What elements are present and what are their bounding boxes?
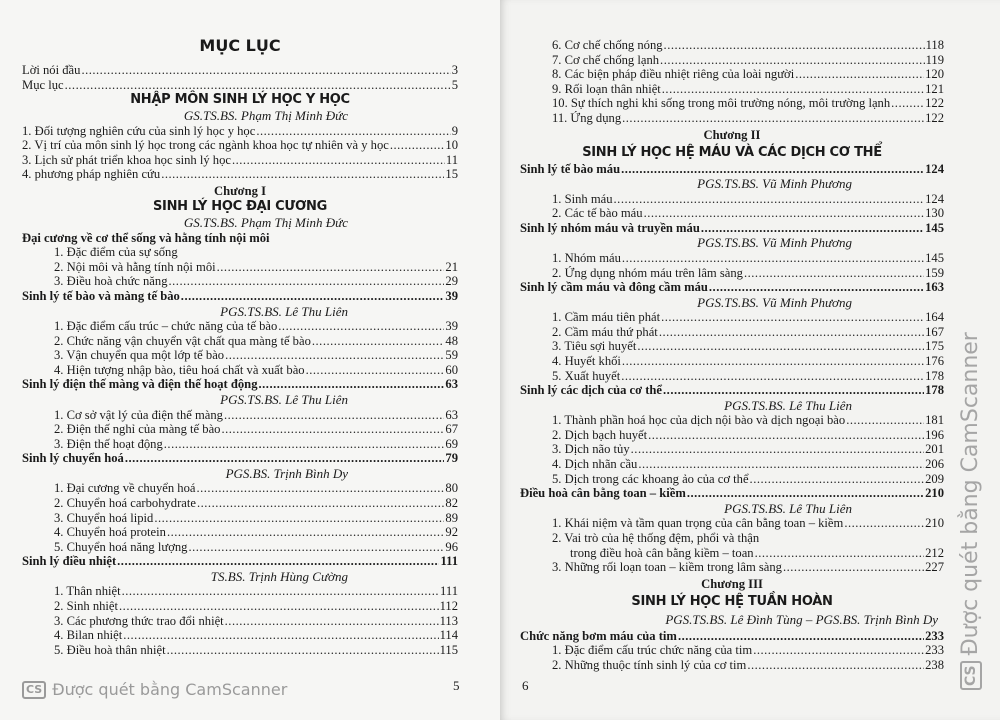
- leader-dots: [891, 96, 924, 111]
- toc-entry: [22, 138, 458, 153]
- leader-dots: [123, 628, 438, 643]
- entry-title: 1. Cơ sở vật lý của điện thế màng: [54, 407, 223, 422]
- leader-dots: [638, 457, 924, 472]
- section-author: TS.BS. Trịnh Hùng Cường: [210, 568, 348, 584]
- section-author: PGS.TS.BS. Lê Thu Liên: [724, 500, 852, 516]
- toc-list-left: [22, 33, 458, 657]
- leader-dots: [167, 525, 444, 540]
- toc-entry: [520, 111, 944, 126]
- leader-dots: [664, 38, 925, 53]
- leader-dots: [65, 78, 451, 93]
- leader-dots: [259, 377, 445, 392]
- leader-dots: [232, 153, 445, 168]
- leader-dots: [119, 599, 439, 614]
- entry-page-number: 67: [445, 422, 458, 437]
- entry-title: 1. Đặc điểm cấu trúc – chức năng của tế bào: [54, 319, 278, 334]
- entry-title: 2. Vai trò của hệ thống đệm, phổi và thận: [552, 530, 760, 545]
- entry-title: 2. Ứng dụng nhóm máu trên lâm sàng: [552, 265, 743, 280]
- entry-page-number: 39: [445, 288, 458, 303]
- entry-page-number: 121: [925, 81, 944, 96]
- leader-dots: [278, 319, 444, 334]
- toc-entry: [22, 167, 458, 182]
- toc-entry: [520, 442, 944, 457]
- toc-entry: [22, 78, 458, 93]
- entry-page-number: 114: [439, 628, 458, 643]
- leader-dots: [744, 266, 924, 281]
- leader-dots: [197, 496, 444, 511]
- camscanner-watermark-vertical: [958, 332, 983, 690]
- toc-entry: [22, 363, 458, 378]
- leader-dots: [390, 138, 445, 153]
- entry-page-number: 178: [925, 368, 944, 383]
- toc-entry: [520, 38, 944, 53]
- toc-section-entry: [22, 377, 458, 392]
- entry-title: 9. Rối loạn thân nhiệt: [552, 81, 661, 96]
- section-author: GS.TS.BS. Phạm Thị Minh Đức: [183, 215, 348, 231]
- entry-title: Mục lục: [22, 77, 64, 92]
- toc-entry: [22, 614, 458, 629]
- leader-dots: [225, 348, 444, 363]
- leader-dots: [181, 289, 445, 304]
- entry-title: Sinh lý các dịch của cơ thể: [520, 383, 663, 398]
- leader-dots: [755, 546, 925, 561]
- entry-title: 1. Đặc điểm của sự sống: [54, 245, 178, 260]
- toc-section-entry: [520, 162, 944, 177]
- entry-page-number: 209: [925, 471, 944, 486]
- entry-page-number: 176: [925, 354, 944, 368]
- entry-title: 3. Điện thế hoạt động: [54, 436, 163, 451]
- entry-page-number: 89: [445, 510, 458, 525]
- toc-entry: [22, 599, 458, 614]
- entry-title: 1. Đại cương về chuyển hoá: [54, 481, 196, 496]
- toc-entry: [22, 348, 458, 363]
- section-heading: SINH LÝ HỌC ĐẠI CƯƠNG: [152, 199, 327, 215]
- entry-title: 2. Sinh nhiệt: [54, 599, 119, 614]
- leader-dots: [188, 540, 444, 555]
- entry-page-number: 124: [925, 161, 944, 176]
- toc-entry: [520, 192, 944, 207]
- entry-title: 4. Hiện tượng nhập bào, tiêu hoá chất và xuất bào: [54, 362, 305, 377]
- toc-section-entry: [520, 221, 944, 236]
- entry-title: 1. Nhóm máu: [552, 250, 621, 265]
- entry-page-number: 96: [445, 539, 458, 554]
- section-heading: NHẬP MÔN SINH LÝ HỌC Y HỌC: [130, 92, 350, 108]
- leader-dots: [125, 451, 445, 466]
- entry-title: 1. Thân nhiệt: [54, 584, 121, 599]
- leader-dots: [117, 554, 439, 569]
- entry-title: 2. Cầm máu thứ phát: [552, 324, 658, 339]
- toc-entry: [520, 266, 944, 281]
- page-number: 6: [522, 678, 529, 693]
- entry-title: 2. Nội môi và hằng tính nội môi: [54, 259, 216, 274]
- leader-dots: [709, 280, 924, 295]
- toc-entry: [520, 560, 944, 575]
- entry-title: 4. Chuyển hoá protein: [54, 525, 166, 540]
- toc-entry: [520, 310, 944, 325]
- entry-page-number: 118: [925, 38, 944, 52]
- entry-page-number: 80: [445, 481, 458, 496]
- leader-dots: [221, 422, 444, 437]
- leader-dots: [224, 408, 444, 423]
- toc-entry: [22, 153, 458, 168]
- section-author: PGS.BS. Trịnh Bình Dy: [225, 465, 348, 481]
- entry-page-number: 5: [451, 77, 458, 92]
- entry-title: 4. Huyết khối: [552, 354, 621, 368]
- toc-section-entry: [520, 383, 944, 398]
- section-heading: SINH LÝ HỌC HỆ MÁU VÀ CÁC DỊCH CƠ THỂ: [582, 144, 882, 160]
- entry-title: 5. Điều hoà thân nhiệt: [54, 642, 166, 657]
- toc-entry: [520, 67, 944, 82]
- entry-page-number: 82: [445, 495, 458, 510]
- leader-dots: [622, 354, 924, 369]
- chapter-label: Chương III: [701, 576, 763, 591]
- entry-page-number: 3: [451, 63, 458, 77]
- toc-entry: [520, 251, 944, 266]
- entry-page-number: 115: [439, 642, 458, 657]
- entry-title: 3. Lịch sử phát triển khoa học sinh lý học: [22, 152, 231, 167]
- leader-dots: [661, 310, 924, 325]
- toc-entry: [520, 546, 944, 561]
- entry-page-number: 210: [925, 516, 944, 531]
- entry-page-number: 175: [925, 339, 944, 354]
- leader-dots: [631, 442, 924, 457]
- entry-title: 6. Cơ chế chống nóng: [552, 38, 663, 52]
- entry-page-number: 111: [440, 554, 458, 569]
- entry-title: 3. Điều hoà chức năng: [54, 274, 168, 289]
- entry-page-number: 63: [445, 407, 458, 422]
- entry-page-number: 181: [925, 413, 944, 428]
- leader-dots: [687, 486, 924, 501]
- entry-page-number: 39: [445, 319, 458, 334]
- leader-dots: [167, 643, 439, 658]
- entry-title: 4. phương pháp nghiên cứu: [22, 167, 161, 182]
- leader-dots: [753, 643, 924, 658]
- entry-page-number: 122: [925, 110, 944, 125]
- toc-entry: [22, 643, 458, 658]
- toc-entry: [22, 496, 458, 511]
- entry-title: 3. Các phương thức trao đổi nhiệt: [54, 613, 224, 628]
- entry-page-number: 163: [925, 280, 944, 295]
- chapter-label: Chương II: [703, 127, 761, 142]
- camscanner-watermark: [22, 680, 287, 699]
- entry-page-number: 112: [439, 599, 458, 614]
- entry-title: 5. Dịch trong các khoang ảo của cơ thể: [552, 471, 749, 486]
- toc-entry: [22, 511, 458, 526]
- camscanner-logo-icon: CS: [960, 661, 982, 690]
- toc-entry: [22, 422, 458, 437]
- entry-title: 2. Những thuộc tính sinh lý của cơ tim: [552, 657, 747, 672]
- toc-entry: [520, 206, 944, 221]
- entry-page-number: 59: [445, 348, 458, 363]
- leader-dots: [169, 274, 445, 289]
- entry-title: Đại cương về cơ thể sống và hằng tính nội môi: [22, 230, 270, 245]
- entry-page-number: 206: [925, 457, 944, 472]
- entry-title: Lời nói đầu: [22, 63, 81, 77]
- toc-entry: [22, 525, 458, 540]
- entry-page-number: 60: [445, 362, 458, 377]
- entry-title: Sinh lý điện thế màng và điện thế hoạt động: [22, 377, 258, 392]
- entry-title: 1. Khái niệm và tầm quan trọng của cân bằng toan – kiềm: [552, 516, 844, 531]
- leader-dots: [644, 206, 925, 221]
- leader-dots: [678, 629, 924, 644]
- watermark-vertical-text: Được quét bằng CamScanner: [958, 332, 983, 656]
- entry-page-number: 63: [445, 377, 458, 392]
- entry-title: 8. Các biện pháp điều nhiệt riêng của loài người: [552, 67, 795, 82]
- leader-dots: [846, 413, 924, 428]
- entry-page-number: 201: [925, 442, 944, 457]
- entry-title: 1. Đặc điểm cấu trúc chức năng của tim: [552, 643, 753, 658]
- entry-title: 5. Xuất huyết: [552, 368, 621, 383]
- entry-page-number: 164: [925, 310, 944, 325]
- leader-dots: [622, 251, 924, 266]
- section-author: PGS.TS.BS. Lê Đình Tùng – PGS.BS. Trịnh Bình Dy: [665, 611, 938, 627]
- leader-dots: [660, 53, 925, 68]
- toc-entry: [22, 408, 458, 423]
- leader-dots: [256, 124, 450, 139]
- entry-page-number: 227: [925, 560, 944, 575]
- leader-dots: [306, 363, 445, 378]
- entry-page-number: 48: [445, 333, 458, 348]
- toc-section-entry: [22, 289, 458, 304]
- leader-dots: [164, 437, 445, 452]
- section-author: PGS.TS.BS. Lê Thu Liên: [220, 392, 348, 407]
- entry-page-number: 167: [925, 324, 944, 339]
- entry-page-number: 11: [445, 152, 458, 167]
- entry-page-number: 159: [925, 265, 944, 280]
- toc-entry: [520, 643, 944, 658]
- section-author: PGS.TS.BS. Vũ Minh Phương: [697, 235, 852, 251]
- entry-page-number: 178: [925, 383, 944, 398]
- entry-page-number: 120: [925, 67, 944, 82]
- toc-entry: [520, 457, 944, 472]
- leader-dots: [312, 334, 445, 349]
- entry-title: Sinh lý tế bào và màng tế bào: [22, 288, 180, 303]
- entry-page-number: 238: [925, 657, 944, 672]
- entry-title: 3. Những rối loạn toan – kiềm trong lâm sàng: [552, 560, 782, 575]
- section-author: PGS.TS.BS. Vũ Minh Phương: [697, 176, 852, 192]
- toc-section-entry: [22, 231, 458, 246]
- leader-dots: [844, 516, 924, 531]
- watermark-text: Được quét bằng CamScanner: [52, 680, 288, 699]
- leader-dots: [637, 339, 924, 354]
- toc-section-entry: [520, 280, 944, 295]
- entry-title: 2. Chuyển hoá carbohydrate: [54, 495, 196, 510]
- entry-title: Sinh lý nhóm máu và truyền máu: [520, 220, 700, 235]
- entry-page-number: 122: [925, 96, 944, 111]
- leader-dots: [217, 260, 445, 275]
- leader-dots: [783, 560, 924, 575]
- entry-title: 4. Bilan nhiệt: [54, 628, 123, 643]
- entry-page-number: 130: [925, 206, 944, 221]
- toc-entry: [520, 658, 944, 673]
- chapter-label: Chương I: [214, 184, 266, 199]
- entry-title: 2. Chức năng vận chuyển vật chất qua màng tế bào: [54, 333, 311, 348]
- camscanner-logo-icon: CS: [22, 681, 46, 699]
- leader-dots: [750, 472, 925, 487]
- toc-entry: [520, 472, 944, 487]
- entry-page-number: 113: [439, 613, 458, 628]
- entry-page-number: 210: [925, 486, 944, 501]
- leader-dots: [621, 369, 924, 384]
- toc-entry: [22, 481, 458, 496]
- leader-dots: [614, 192, 925, 207]
- entry-page-number: 145: [925, 220, 944, 235]
- leader-dots: [225, 614, 439, 629]
- leader-dots: [154, 511, 444, 526]
- leader-dots: [663, 383, 924, 398]
- leader-dots: [622, 111, 924, 126]
- toc-entry: [22, 260, 458, 275]
- toc-section-entry: [22, 554, 458, 569]
- section-author: PGS.TS.BS. Lê Thu Liên: [220, 303, 348, 319]
- section-author: GS.TS.BS. Phạm Thị Minh Đức: [183, 108, 348, 124]
- section-author: PGS.TS.BS. Vũ Minh Phương: [697, 294, 852, 310]
- entry-page-number: 212: [925, 545, 944, 560]
- entry-title: 2. Điện thế nghỉ của màng tế bào: [54, 422, 221, 437]
- leader-dots: [196, 481, 444, 496]
- leader-dots: [701, 221, 924, 236]
- entry-page-number: 69: [445, 436, 458, 451]
- entry-title: 7. Cơ chế chống lạnh: [552, 52, 660, 67]
- toc-entry: [520, 82, 944, 97]
- entry-title: 2. Vị trí của môn sinh lý học trong các ngành khoa học tự nhiên và y học: [22, 138, 389, 153]
- leader-dots: [122, 584, 439, 599]
- entry-title: 10. Sự thích nghi khi sống trong môi trường nóng, môi trường lạnh: [552, 96, 891, 111]
- page-title: MỤC LỤC: [199, 36, 281, 55]
- toc-entry: [520, 354, 944, 369]
- entry-title: 3. Tiêu sợi huyết: [552, 339, 637, 354]
- leader-dots: [662, 82, 924, 97]
- toc-entry: [22, 245, 458, 260]
- entry-title: Sinh lý cầm máu và đông cầm máu: [520, 280, 708, 295]
- leader-dots: [161, 167, 444, 182]
- leader-dots: [795, 67, 924, 82]
- toc-section-entry: [520, 486, 944, 501]
- entry-page-number: 79: [445, 451, 458, 466]
- entry-title: 1. Sinh máu: [552, 191, 613, 206]
- toc-entry: [520, 325, 944, 340]
- toc-entry: [22, 437, 458, 452]
- toc-entry: [520, 531, 944, 546]
- toc-entry: [520, 369, 944, 384]
- toc-entry: [22, 540, 458, 555]
- entry-page-number: 196: [925, 427, 944, 442]
- entry-page-number: 119: [925, 52, 944, 67]
- section-author: PGS.TS.BS. Lê Thu Liên: [724, 397, 852, 413]
- entry-page-number: 29: [445, 274, 458, 289]
- entry-page-number: 21: [445, 259, 458, 274]
- entry-page-number: 233: [925, 628, 944, 643]
- toc-entry: [520, 413, 944, 428]
- leader-dots: [621, 162, 924, 177]
- toc-entry: [520, 339, 944, 354]
- entry-title: Sinh lý chuyển hoá: [22, 451, 124, 466]
- toc-section-entry: [520, 629, 944, 644]
- entry-page-number: 124: [925, 191, 944, 206]
- toc-entry: [22, 334, 458, 349]
- toc-entry: [520, 428, 944, 443]
- entry-title: 1. Cầm máu tiên phát: [552, 310, 661, 325]
- leader-dots: [81, 63, 450, 78]
- entry-title: 2. Các tế bào máu: [552, 206, 643, 221]
- toc-entry: [22, 319, 458, 334]
- toc-entry: [22, 274, 458, 289]
- toc-entry: [22, 124, 458, 139]
- section-heading: SINH LÝ HỌC HỆ TUẦN HOÀN: [631, 593, 833, 609]
- entry-title: 3. Vận chuyển qua một lớp tế bào: [54, 348, 225, 363]
- entry-page-number: 145: [925, 250, 944, 265]
- entry-page-number: 15: [445, 167, 458, 182]
- leader-dots: [648, 428, 924, 443]
- entry-title: 4. Dịch nhãn cầu: [552, 457, 638, 472]
- entry-title: Sinh lý điều nhiệt: [22, 554, 117, 569]
- entry-title: 3. Chuyển hoá lipid: [54, 510, 154, 525]
- toc-entry: [22, 584, 458, 599]
- toc-entry: [22, 63, 458, 78]
- entry-title: trong điều hoà cân bằng kiềm – toan: [570, 545, 754, 560]
- entry-title: 2. Dịch bạch huyết: [552, 427, 648, 442]
- entry-title: 1. Đối tượng nghiên cứu của sinh lý học y học: [22, 123, 256, 138]
- entry-page-number: 10: [445, 138, 458, 153]
- entry-title: 3. Dịch não tủy: [552, 442, 630, 457]
- entry-page-number: 92: [445, 525, 458, 540]
- toc-list-right: [520, 38, 944, 673]
- entry-title: Sinh lý tế bào máu: [520, 161, 621, 176]
- entry-page-number: 111: [440, 584, 458, 599]
- leader-dots: [659, 325, 924, 340]
- leader-dots: [747, 658, 924, 673]
- entry-title: 11. Ứng dụng: [552, 110, 622, 125]
- toc-entry: [520, 516, 944, 531]
- entry-title: Chức năng bơm máu của tim: [520, 628, 677, 643]
- entry-title: Điều hoà cân bằng toan – kiềm: [520, 486, 686, 501]
- page-number: 5: [453, 678, 460, 693]
- entry-title: 5. Chuyển hoá năng lượng: [54, 539, 188, 554]
- toc-entry: [22, 628, 458, 643]
- right-page: [500, 0, 1000, 720]
- entry-title: 1. Thành phần hoá học của dịch nội bào và dịch ngoại bào: [552, 413, 846, 428]
- toc-section-entry: [22, 451, 458, 466]
- toc-entry: [520, 53, 944, 68]
- entry-page-number: 9: [451, 123, 458, 138]
- entry-page-number: 233: [925, 643, 944, 658]
- toc-entry: [520, 96, 944, 111]
